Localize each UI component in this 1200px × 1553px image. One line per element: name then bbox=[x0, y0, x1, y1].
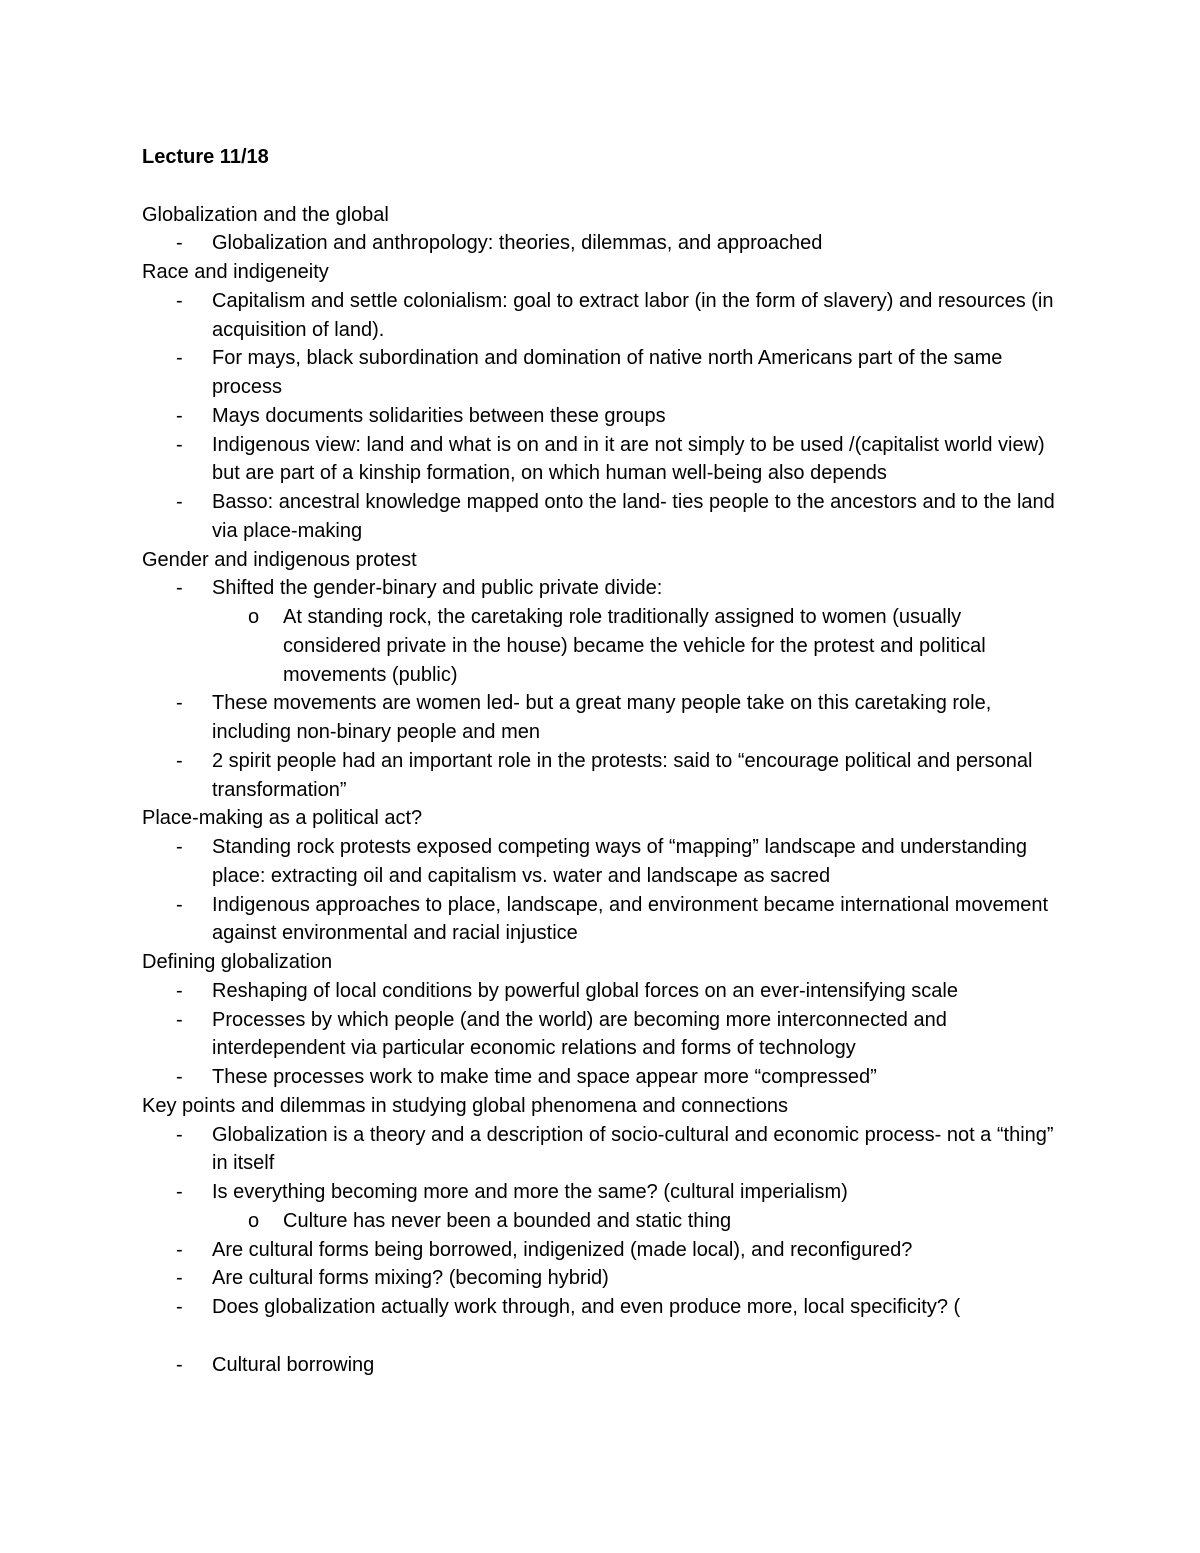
list-item bbox=[142, 344, 1062, 402]
section-heading: Globalization and the global bbox=[142, 203, 389, 226]
circle-bullet-icon: o bbox=[248, 1209, 260, 1232]
dash-bullet-icon: - bbox=[176, 979, 183, 1002]
dash-bullet-icon: - bbox=[176, 1123, 183, 1146]
dash-bullet-icon: - bbox=[176, 1238, 183, 1261]
dash-bullet-icon: - bbox=[176, 1008, 183, 1031]
list-item bbox=[142, 1006, 1062, 1064]
list-item-text: Indigenous approaches to place, landscape, and environment became international movement against environmental and racial injustice bbox=[212, 893, 1049, 945]
list-item-text: Globalization and anthropology: theories, dilemmas, and approached bbox=[212, 232, 823, 255]
list-item-text: 2 spirit people had an important role in the protests: said to “encourage political and personal transformation” bbox=[212, 749, 1033, 801]
dash-bullet-icon: - bbox=[176, 749, 183, 772]
list-item-text: Indigenous view: land and what is on and in it are not simply to be used /(capitalist world view) but are part of a kinship formation, on which human well-being also depends bbox=[212, 433, 1045, 485]
dash-bullet-icon: - bbox=[176, 491, 183, 513]
list-item-text: Capitalism and settle colonialism: goal to extract labor (in the form of slavery) and resources (in acquisition of land). bbox=[212, 289, 1054, 341]
list-item bbox=[142, 891, 1062, 949]
circle-bullet-icon: o bbox=[248, 606, 260, 628]
page-title: Lecture 11/18 bbox=[142, 146, 269, 168]
section-heading: Key points and dilemmas in studying global phenomena and connections bbox=[142, 1094, 788, 1117]
dash-bullet-icon: - bbox=[176, 232, 183, 255]
dash-bullet-icon: - bbox=[176, 404, 183, 427]
list-item bbox=[142, 229, 1062, 258]
list-item bbox=[142, 1351, 1062, 1380]
sub-list-item bbox=[142, 603, 1062, 689]
list-item-text: For mays, black subordination and domination of native north Americans part of the same process bbox=[212, 347, 1003, 398]
dash-bullet-icon: - bbox=[176, 1181, 183, 1203]
list-item-text: Globalization is a theory and a description of socio-cultural and economic process- not a “thing” in itself bbox=[212, 1123, 1054, 1175]
dash-bullet-icon: - bbox=[176, 347, 183, 370]
list-item-text: Mays documents solidarities between these groups bbox=[212, 404, 666, 427]
sub-list-item-text: At standing rock, the caretaking role traditionally assigned to women (usually considered private in the house) became the vehicle for the protest and political movements (public) bbox=[283, 606, 986, 686]
dash-bullet-icon: - bbox=[176, 1353, 183, 1376]
list-item bbox=[142, 431, 1062, 489]
list-item-text: These movements are women led- but a great many people take on this caretaking role, including non-binary people and men bbox=[212, 692, 992, 743]
dash-bullet-icon: - bbox=[176, 836, 183, 858]
sub-list-item bbox=[142, 1207, 1062, 1236]
section-heading: Defining globalization bbox=[142, 951, 333, 973]
list-item-text: Standing rock protests exposed competing ways of “mapping” landscape and understanding place: extracting oil and capitalism vs. water and landscape as sacred bbox=[212, 836, 1027, 887]
list-item bbox=[142, 1063, 1062, 1092]
list-item bbox=[142, 402, 1062, 431]
dash-bullet-icon: - bbox=[176, 692, 183, 715]
dash-bullet-icon: - bbox=[176, 893, 183, 916]
list-item-text: Processes by which people (and the world) are becoming more interconnected and interdependent via particular economic relations and forms of technology bbox=[212, 1008, 947, 1060]
list-item bbox=[142, 488, 1062, 546]
list-item bbox=[142, 1236, 1062, 1265]
section-heading: Place-making as a political act? bbox=[142, 807, 423, 830]
list-item bbox=[142, 287, 1062, 345]
dash-bullet-icon: - bbox=[176, 1066, 183, 1088]
list-item-text: Cultural borrowing bbox=[212, 1353, 375, 1376]
list-item-text: Does globalization actually work through, and even produce more, local specificity? ( bbox=[212, 1296, 961, 1318]
lecture-notes-page bbox=[142, 143, 1062, 1379]
dash-bullet-icon: - bbox=[176, 577, 183, 600]
list-item-text: Reshaping of local conditions by powerful global forces on an ever-intensifying scale bbox=[212, 979, 958, 1002]
list-item bbox=[142, 574, 1062, 603]
list-item bbox=[142, 747, 1062, 805]
list-item-text: Basso: ancestral knowledge mapped onto the land- ties people to the ancestors and to the land via place-making bbox=[212, 491, 1055, 542]
spacer bbox=[142, 1322, 1062, 1351]
list-item bbox=[142, 1293, 1062, 1322]
dash-bullet-icon: - bbox=[176, 1296, 183, 1318]
dash-bullet-icon: - bbox=[176, 1267, 183, 1290]
section-heading: Gender and indigenous protest bbox=[142, 548, 417, 571]
sub-list-item-text: Culture has never been a bounded and static thing bbox=[283, 1209, 732, 1232]
list-item-text: Shifted the gender-binary and public private divide: bbox=[212, 577, 663, 600]
dash-bullet-icon: - bbox=[176, 433, 183, 456]
list-item bbox=[142, 1264, 1062, 1293]
list-item bbox=[142, 689, 1062, 747]
list-item-text: These processes work to make time and space appear more “compressed” bbox=[212, 1066, 877, 1088]
list-item bbox=[142, 977, 1062, 1006]
dash-bullet-icon: - bbox=[176, 289, 183, 312]
list-item-text: Are cultural forms mixing? (becoming hybrid) bbox=[212, 1267, 609, 1290]
list-item bbox=[142, 833, 1062, 891]
list-item-text: Are cultural forms being borrowed, indigenized (made local), and reconfigured? bbox=[212, 1238, 913, 1261]
section-heading: Race and indigeneity bbox=[142, 261, 329, 283]
list-item-text: Is everything becoming more and more the same? (cultural imperialism) bbox=[212, 1181, 848, 1203]
list-item bbox=[142, 1178, 1062, 1207]
list-item bbox=[142, 1121, 1062, 1179]
spacer bbox=[142, 172, 1062, 201]
